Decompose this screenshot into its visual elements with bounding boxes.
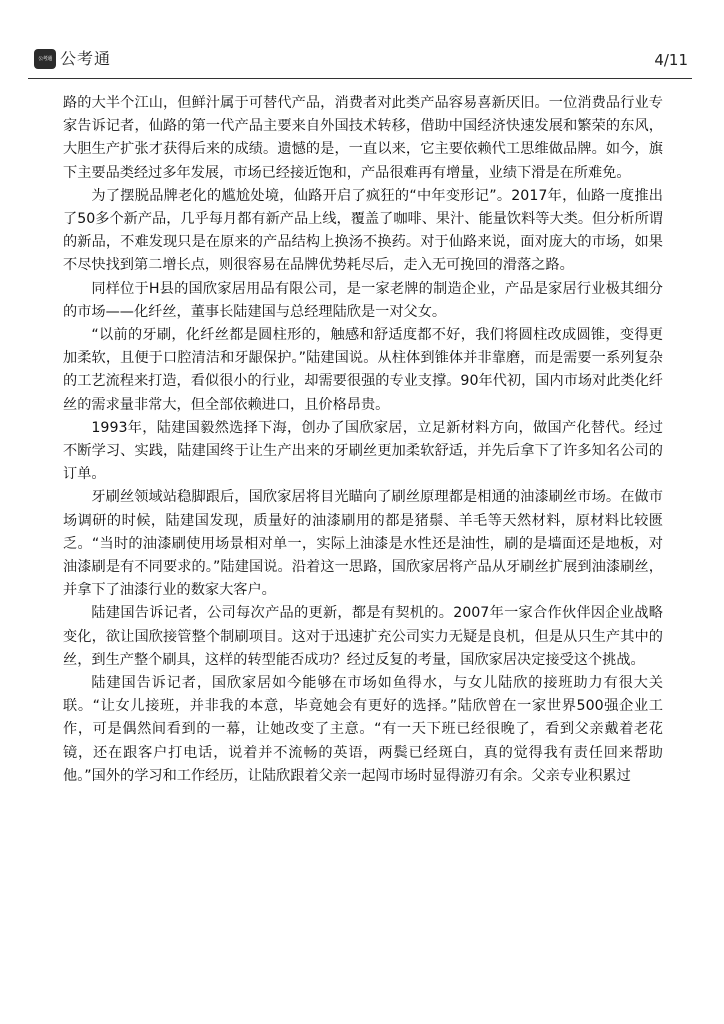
page-header (0, 0, 724, 90)
logo-text: 公考通 (60, 49, 112, 68)
paragraph-1: 路的大半个江山，但鲜汁属于可替代产品，消费者对此类产品容易喜新厌旧。一位消费品行业专家告诉记者，仙路的第一代产品主要来自外国技术转移，借助中国经济快速发展和繁荣的东风，大胆生产扩张才获得后来的成绩。遗憾的是，一直以来，它主要依赖代工思维做品牌。如今，旗下主要品类经过多年发展，市场已经接近饱和，产品很难再有增量，业绩下滑是在所难免。 (63, 95, 663, 181)
page-number: 4/11 (654, 51, 688, 69)
paragraph-8: 陆建国告诉记者，国欣家居如今能够在市场如鱼得水，与女儿陆欣的接班助力有很大关联。“让女儿接班，并非我的本意，毕竟她会有更好的选择。”陆欣曾在一家世界500强企业工作，可是偶然间看到的一幕，让她改变了主意。“有一天下班已经很晚了，看到父亲戴着老花镜，还在跟客户打电话，说着并不流畅的英语，两鬓已经斑白，真的觉得我有责任回来帮助他。”国外的学习和工作经历，让陆欣跟着父亲一起闯市场时显得游刃有余。父亲专业积累过 (63, 675, 663, 784)
paragraph-5: 1993年，陆建国毅然选择下海，创办了国欣家居，立足新材料方向，做国产化替代。经过不断学习、实践，陆建国终于让生产出来的牙刷丝更加柔软舒适，并先后拿下了许多知名公司的订单。 (63, 419, 663, 483)
paragraph-3: 同样位于H县的国欣家居用品有限公司，是一家老牌的制造企业，产品是家居行业极其细分的市场——化纤丝，董事长陆建国与总经理陆欣是一对父女。 (63, 280, 663, 320)
paragraph-2: 为了摆脱品牌老化的尴尬处境，仙路开启了疯狂的“中年变形记”。2017年，仙路一度推出了50多个新产品，几乎每月都有新产品上线，覆盖了咖啡、果汁、能量饮料等大类。但分析所谓的新品，不难发现只是在原来的产品结构上换汤不换药。对于仙路来说，面对庞大的市场，如果不尽快找到第二增长点，则很容易在品牌优势耗尽后，走入无可挽回的滑落之路。 (63, 187, 663, 274)
brand-logo (34, 47, 111, 71)
header-divider (28, 78, 692, 79)
logo-icon: 公考通 (34, 49, 56, 69)
paragraph-6: 牙刷丝领域站稳脚跟后，国欣家居将目光瞄向了刷丝原理都是相通的油漆刷丝市场。在做市场调研的时候，陆建国发现，质量好的油漆刷用的都是猪鬃、羊毛等天然材料，原材料比较匮乏。“当时的油漆刷使用场景相对单一，实际上油漆是水性还是油性，刷的是墙面还是地板，对油漆刷是有不同要求的。”陆建国说。沿着这一思路，国欣家居将产品从牙刷丝扩展到油漆刷丝，并拿下了油漆行业的数家大客户。 (63, 489, 663, 599)
paragraph-4: “以前的牙刷，化纤丝都是圆柱形的，触感和舒适度都不好，我们将圆柱改成圆锥，变得更加柔软，且便于口腔清洁和牙龈保护。”陆建国说。从柱体到锥体并非靠磨，而是需要一系列复杂的工艺流程来打造，看似很小的行业，却需要很强的专业支撑。90年代初，国内市场对此类化纤丝的需求量非常大，但全部依赖进口，且价格昂贵。 (63, 327, 663, 413)
document-body (63, 92, 663, 788)
paragraph-7: 陆建国告诉记者，公司每次产品的更新，都是有契机的。2007年一家合作伙伴因企业战略变化，欲让国欣接管整个制刷项目。这对于迅速扩充公司实力无疑是良机，但是从只生产其中的丝，到生产整个刷具，这样的转型能否成功？经过反复的考量，国欣家居决定接受这个挑战。 (63, 605, 663, 668)
